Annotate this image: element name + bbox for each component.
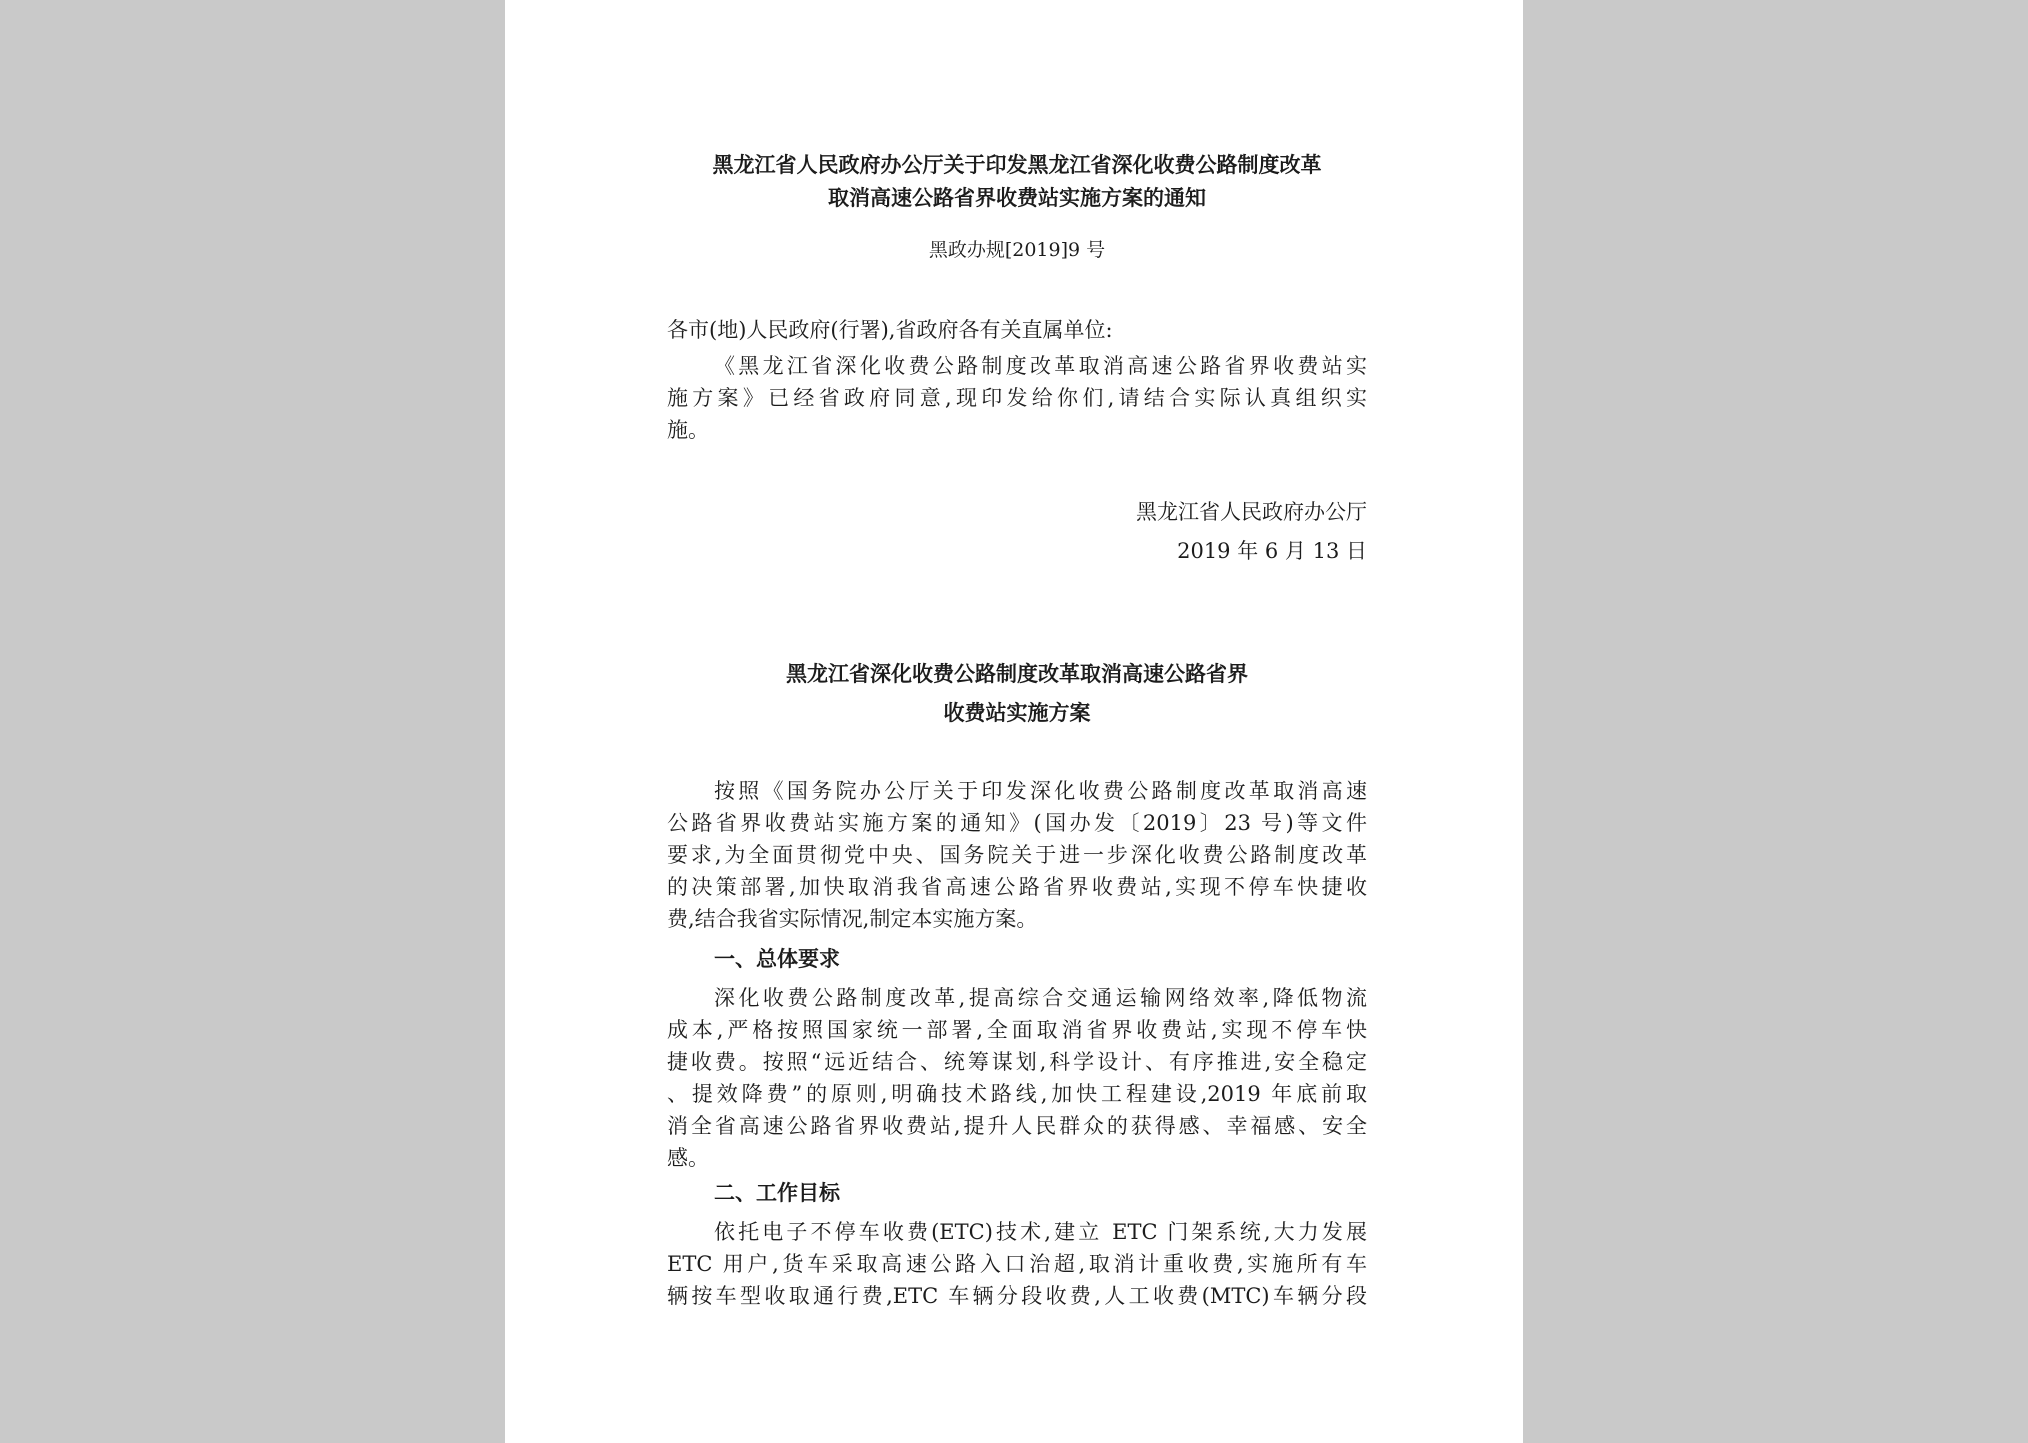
notice-title-line-2: 取消高速公路省界收费站实施方案的通知 — [828, 185, 1206, 210]
section-1-heading: 一、总体要求 — [714, 946, 840, 971]
section-1-paragraph — [667, 982, 1367, 1174]
plan-title-line-1: 黑龙江省深化收费公路制度改革取消高速公路省界 — [786, 661, 1248, 686]
notice-title-line-1: 黑龙江省人民政府办公厅关于印发黑龙江省深化收费公路制度改革 — [712, 152, 1322, 177]
section-2-line: 辆按车型收取通行费,ETC 车辆分段收费,人工收费(MTC)车辆分段 — [667, 1284, 1367, 1308]
plan-intro-line: 的决策部署,加快取消我省高速公路省界收费站,实现不停车快捷收 — [667, 875, 1367, 899]
document-page — [505, 0, 1523, 1443]
plan-intro-line: 要求,为全面贯彻党中央、国务院关于进一步深化收费公路制度改革 — [667, 843, 1367, 867]
plan-intro-line: 费,结合我省实际情况,制定本实施方案。 — [667, 907, 1038, 931]
section-2-line: ETC 用户,货车采取高速公路入口治超,取消计重收费,实施所有车 — [667, 1252, 1367, 1276]
section-1-line: 成本,严格按照国家统一部署,全面取消省界收费站,实现不停车快 — [667, 1018, 1367, 1042]
notice-body-line: 施方案》已经省政府同意,现印发给你们,请结合实际认真组织实 — [667, 386, 1367, 410]
issuer-signature: 黑龙江省人民政府办公厅 — [1136, 500, 1367, 524]
section-2-heading: 二、工作目标 — [714, 1180, 840, 1205]
plan-title-line-2: 收费站实施方案 — [943, 700, 1091, 725]
section-2-paragraph — [667, 1216, 1367, 1312]
notice-body-paragraph — [667, 350, 1367, 446]
plan-intro-line: 按照《国务院办公厅关于印发深化收费公路制度改革取消高速 — [714, 779, 1367, 803]
plan-intro-line: 公路省界收费站实施方案的通知》(国办发〔2019〕23 号)等文件 — [667, 811, 1367, 835]
section-1-line: 感。 — [667, 1146, 709, 1170]
section-1-line: 消全省高速公路省界收费站,提升人民群众的获得感、幸福感、安全 — [667, 1114, 1367, 1138]
notice-body-line: 《黑龙江省深化收费公路制度改革取消高速公路省界收费站实 — [714, 354, 1367, 378]
notice-body-line: 施。 — [667, 418, 709, 442]
section-1-line: 、提效降费”的原则,明确技术路线,加快工程建设,2019 年底前取 — [667, 1082, 1367, 1106]
salutation: 各市(地)人民政府(行署),省政府各有关直属单位: — [667, 318, 1113, 342]
section-2-line: 依托电子不停车收费(ETC)技术,建立 ETC 门架系统,大力发展 — [714, 1220, 1367, 1244]
section-1-line: 深化收费公路制度改革,提高综合交通运输网络效率,降低物流 — [714, 986, 1367, 1010]
section-1-line: 捷收费。按照“远近结合、统筹谋划,科学设计、有序推进,安全稳定 — [667, 1050, 1367, 1074]
document-number: 黑政办规[2019]9 号 — [928, 239, 1106, 261]
plan-intro-paragraph — [667, 775, 1367, 935]
issue-date: 2019 年 6 月 13 日 — [1177, 539, 1367, 563]
